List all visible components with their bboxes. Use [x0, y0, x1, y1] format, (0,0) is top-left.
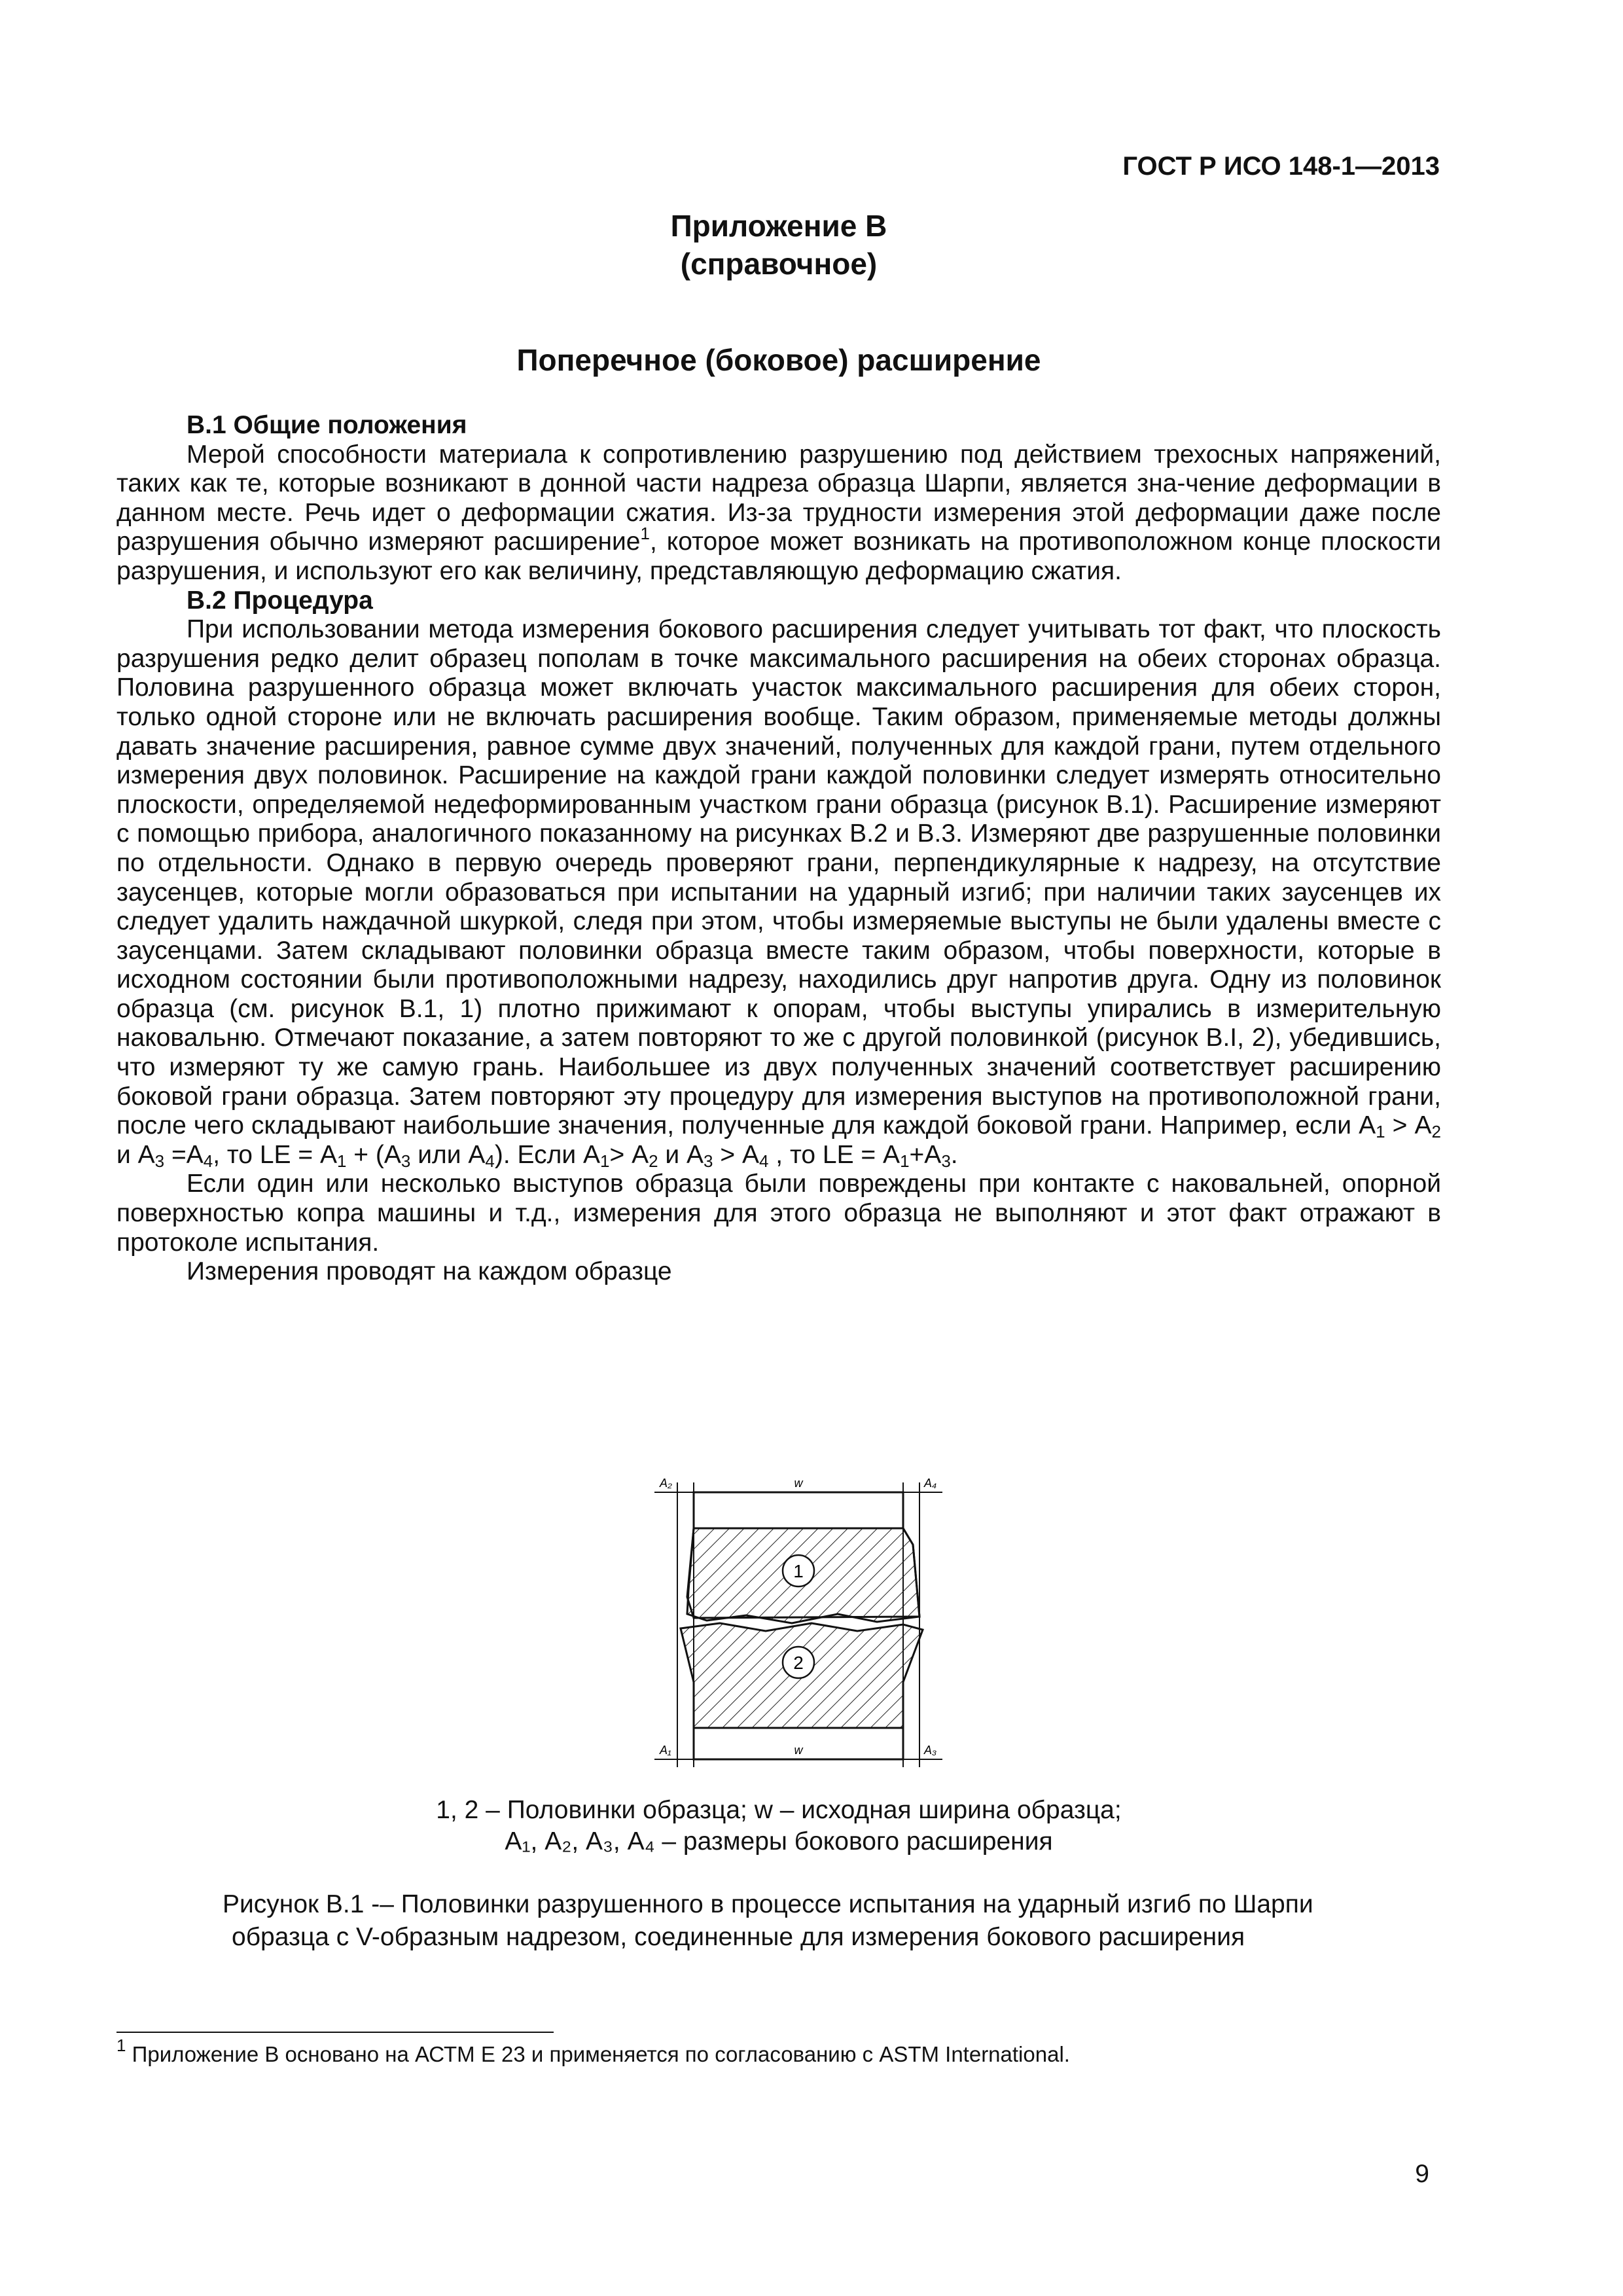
figure-label-half2: 2	[793, 1653, 804, 1673]
annex-title: Приложение В	[670, 209, 887, 243]
paragraph-text: , которое может возникать на противоположном конце плоскости разрушения, и используют его как величину, представляющую деформацию сжатия.	[116, 528, 1441, 585]
footnote-divider	[116, 2032, 554, 2033]
figure-label-a4: A₄	[924, 1477, 937, 1490]
paragraph-text: Мерой способности материала к сопротивлению разрушению под действием трехосных напряжений, таких как те, которые возникают в донной части надреза образца Шарпи, является зна-чение деформации в данном месте. Речь идет о деформации сжатия. Из-за трудности измерения этой деформации даже после разрушения обычно измеряют расширение	[116, 440, 1441, 556]
figure-caption-line2: образца с V-образным надрезом, соединенные для измерения бокового расширения	[232, 1923, 1245, 1951]
figure-label-a1: A₁	[660, 1744, 671, 1757]
figure-label-half1: 1	[793, 1561, 804, 1581]
footnote-ref: 1	[640, 524, 650, 544]
section-heading-b2: В.2 Процедура	[187, 586, 373, 615]
annex-status: (справочное)	[680, 247, 878, 281]
footnote	[116, 2036, 1070, 2067]
page-number: 9	[1415, 2160, 1429, 2188]
body-text	[116, 411, 1441, 1287]
figure-label-a3: A₃	[924, 1744, 937, 1757]
footnote-marker: 1	[116, 2036, 126, 2055]
annex-heading: Поперечное (боковое) расширение	[516, 343, 1041, 377]
figure-caption-line1: Рисунок В.1 -– Половинки разрушенного в процессе испытания на ударный изгиб по Шарпи	[223, 1890, 1313, 1918]
figure-caption	[223, 1888, 1313, 1954]
figure-legend-line2: А₁, А₂, А₃, А₄ – размеры бокового расширения	[505, 1827, 1053, 1856]
specimen-halves-figure	[628, 1466, 969, 1787]
paragraph-b2-2: Если один или несколько выступов образца были повреждены при контакте с наковальней, опорной поверхностью копра машины и т.д., измерения для этого образца не выполняют и этот факт отражают в протоколе испытания.	[116, 1170, 1441, 1257]
figure-label-w-bottom: w	[794, 1744, 803, 1757]
figure-label-w-top: w	[794, 1477, 803, 1490]
figure-label-a2: A₂	[660, 1477, 672, 1490]
footnote-text: Приложение В основано на АСТМ Е 23 и применяется по согласованию с ASTM International.	[132, 2042, 1070, 2066]
paragraph-b2-3: Измерения проводят на каждом образце	[187, 1257, 672, 1286]
figure-legend-line1: 1, 2 – Половинки образца; w – исходная ширина образца;	[436, 1796, 1122, 1824]
paragraph-text: При использовании метода измерения бокового расширения следует учитывать тот факт, что плоскость разрушения редко делит образец пополам в точке максимального расширения на обеих сторонах образца. Половина разрушенного образца может включать участок максимального расширения для обеих сторон, только одной стороне или не включать расширения вообще. Таким образом, применяемые методы должны давать значение расширения, равное сумме двух значений, полученных для каждой грани, путем отдельного измерения двух половинок. Расширение на каждой грани каждой половинки следует измерять относительно плоскости, определяемой недеформированным участком грани образца (рисунок В.1). Расширение измеряют с помощью прибора, аналогичного показанному на рисунках В.2 и В.3. Измеряют две разрушенные половинки по отдельности. Однако в первую очередь проверяют грани, перпендикулярные к надрезу, на отсутствие заусенцев, которые могли образоваться при испытании на ударный изгиб; при наличии таких заусенцев их следует удалить наждачной шкуркой, следя при этом, чтобы измеряемые выступы не были удалены вместе с заусенцами. Затем складывают половинки образца вместе таким образом, чтобы поверхности, которые в исходном состоянии были противоположными надрезу, находились друг напротив друга. Одну из половинок образца (см. рисунок В.1, 1) плотно прижимают к опорам, чтобы выступы упирались в измерительную наковальню. Отмечают показание, а затем повторяют то же с другой половинкой (рисунок В.I, 2), убедившись, что измеряют ту же самую грань. Наибольшее из двух полученных значений соответствует расширению боковой грани образца. Затем повторяют эту процедуру для измерения выступов на противоположной грани, после чего складывают наибольшие значения, полученные для каждой боковой грани. Например, если А	[116, 615, 1441, 1140]
paragraph-b1	[116, 440, 1441, 586]
section-heading-b1: В.1 Общие положения	[187, 411, 467, 439]
paragraph-b2-1: При использовании метода измерения бокового расширения следует учитывать тот факт, что плоскость разрушения редко делит образец пополам в точке максимального расширения на обеих сторонах образца. Половина разрушенного образца может включать участок максимального расширения для обеих сторон, только одной стороне или не включать расширения вообще. Таким образом, применяемые методы должны давать значение расширения, равное сумме двух значений, полученных для каждой грани, путем отдельного измерения двух половинок. Расширение на каждой грани каждой половинки следует измерять относительно плоскости, определяемой недеформированным участком грани образца (рисунок В.1). Расширение измеряют с помощью прибора, аналогичного показанному на рисунках В.2 и В.3. Измеряют две разрушенные половинки по отдельности. Однако в первую очередь проверяют грани, перпендикулярные к надрезу, на отсутствие заусенцев, которые могли образоваться при испытании на ударный изгиб; при наличии таких заусенцев их следует удалить наждачной шкуркой, следя при этом, чтобы измеряемые выступы не были удалены вместе с заусенцами. Затем складывают половинки образца вместе таким образом, чтобы поверхности, которые в исходном состоянии были противоположными надрезу, находились друг напротив друга. Одну из половинок образца (см. рисунок В.1, 1) плотно прижимают к опорам, чтобы выступы упирались в измерительную наковальню. Отмечают показание, а затем повторяют то же с другой половинкой (рисунок В.I, 2), убедившись, что измеряют ту же самую грань. Наибольшее из двух полученных значений соответствует расширению боковой грани образца. Затем повторяют эту процедуру для измерения выступов на противоположной грани, после чего складывают наибольшие значения, полученные для каждой боковой грани. Например, если $А_1 > А_2$ и $А_3 =А_4$, то LE = $А_1 + (А_3$ или $А_4$). Если $А_1> А_2$ и $А_3 > А_4$ , то LE = $А_1+А_3$.	[116, 615, 1441, 1171]
standard-header: ГОСТ Р ИСО 148-1—2013	[1122, 152, 1440, 181]
